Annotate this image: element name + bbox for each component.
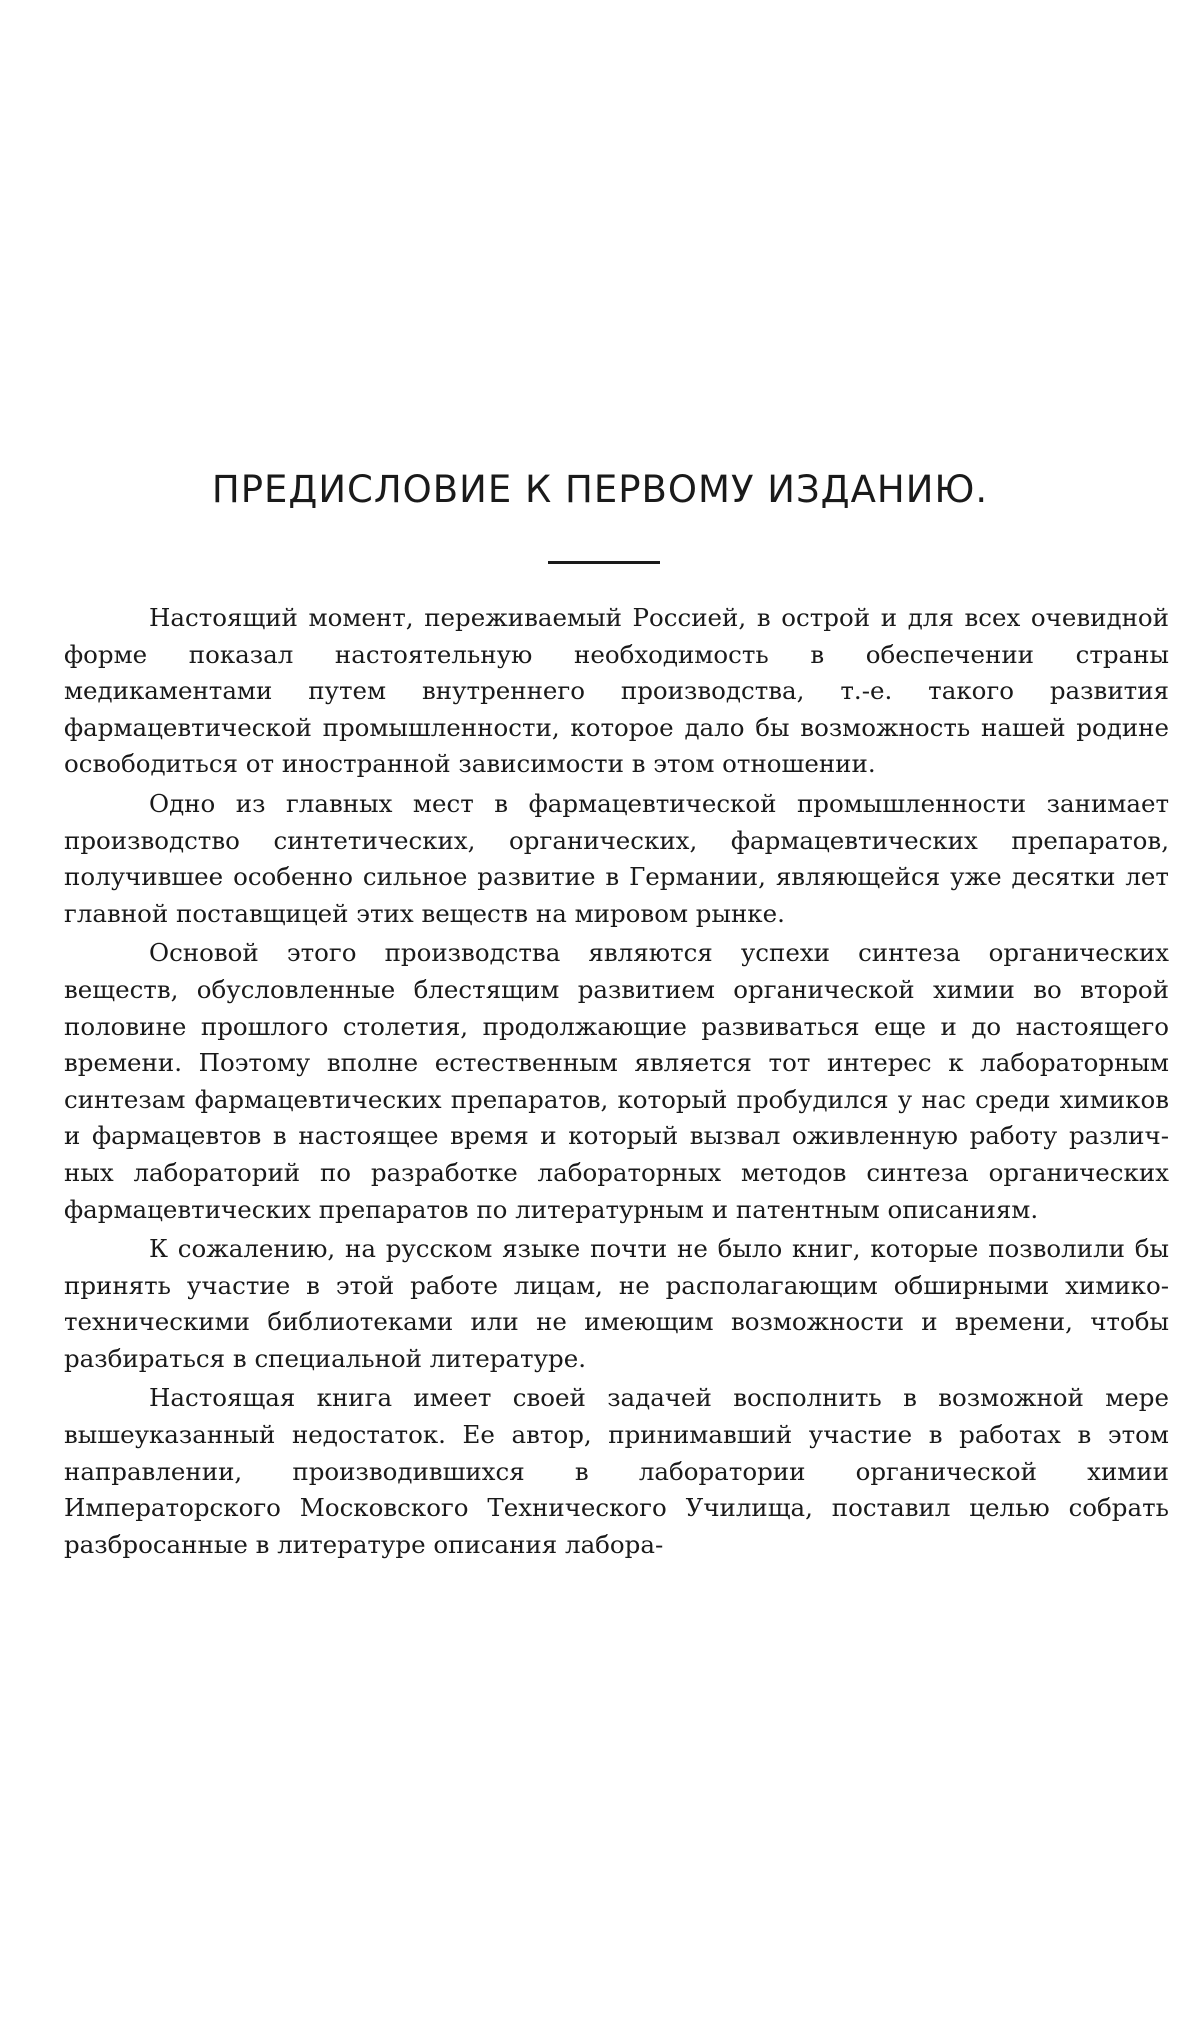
paragraph: Одно из главных мест в фармацевтической промышленности занимает производство синтетических, органических, фармацевтических препаратов, получившее особенно сильное развитие в Германии, являющейся уже десятки лет главной поставщицей этих веществ на мировом рынке. — [64, 788, 1169, 928]
body-text — [64, 600, 1169, 1566]
paragraph: Основой этого производства являются успехи синтеза органических веществ, обусловленные блестящим развитием органической химии во второй половине прошлого столетия, продолжающие развиваться еще и до настоящего времени. Поэтому вполне естественным является тот интерес к лабораторным синтезам фармацевтических препаратов, который пробудился у нас среди химиков и фармацевтов в настоящее время и который вызвал оживленную работу различных лабораторий по разработке лабораторных методов синтеза органических фармацевтических препаратов по литературным и патентным описаниям. — [64, 938, 1169, 1224]
paragraph: К сожалению, на русском языке почти не было книг, которые позволили бы принять участие в этой работе лицам, не располагающим обширными химико-техническими библиотеками или не имеющим возможности и времени, чтобы разбираться в специальной литературе. — [64, 1234, 1169, 1373]
paragraph: Настоящий момент, переживаемый Россией, в острой и для всех очевидной форме показал настоятельную необходимость в обеспечении страны медикаментами путем внутреннего производства, т.-е. такого развития фармацевтической промышленности, которое дало бы возможность нашей родине освободиться от иностранной зависимости в этом отношении. — [64, 603, 1169, 779]
title-divider — [548, 561, 660, 564]
page-title: ПРЕДИСЛОВИЕ К ПЕРВОМУ ИЗДАНИЮ. — [211, 468, 989, 511]
paragraph: Настоящая книга имеет своей задачей восполнить в возможной мере вышеуказанный недостаток. Ее автор, принимавший участие в работах в этом направлении, производившихся в лаборатории органической химии Императорского Московского Технического Училища, поставил целью собрать разбросанные в литературе описания лабора- — [64, 1383, 1169, 1559]
